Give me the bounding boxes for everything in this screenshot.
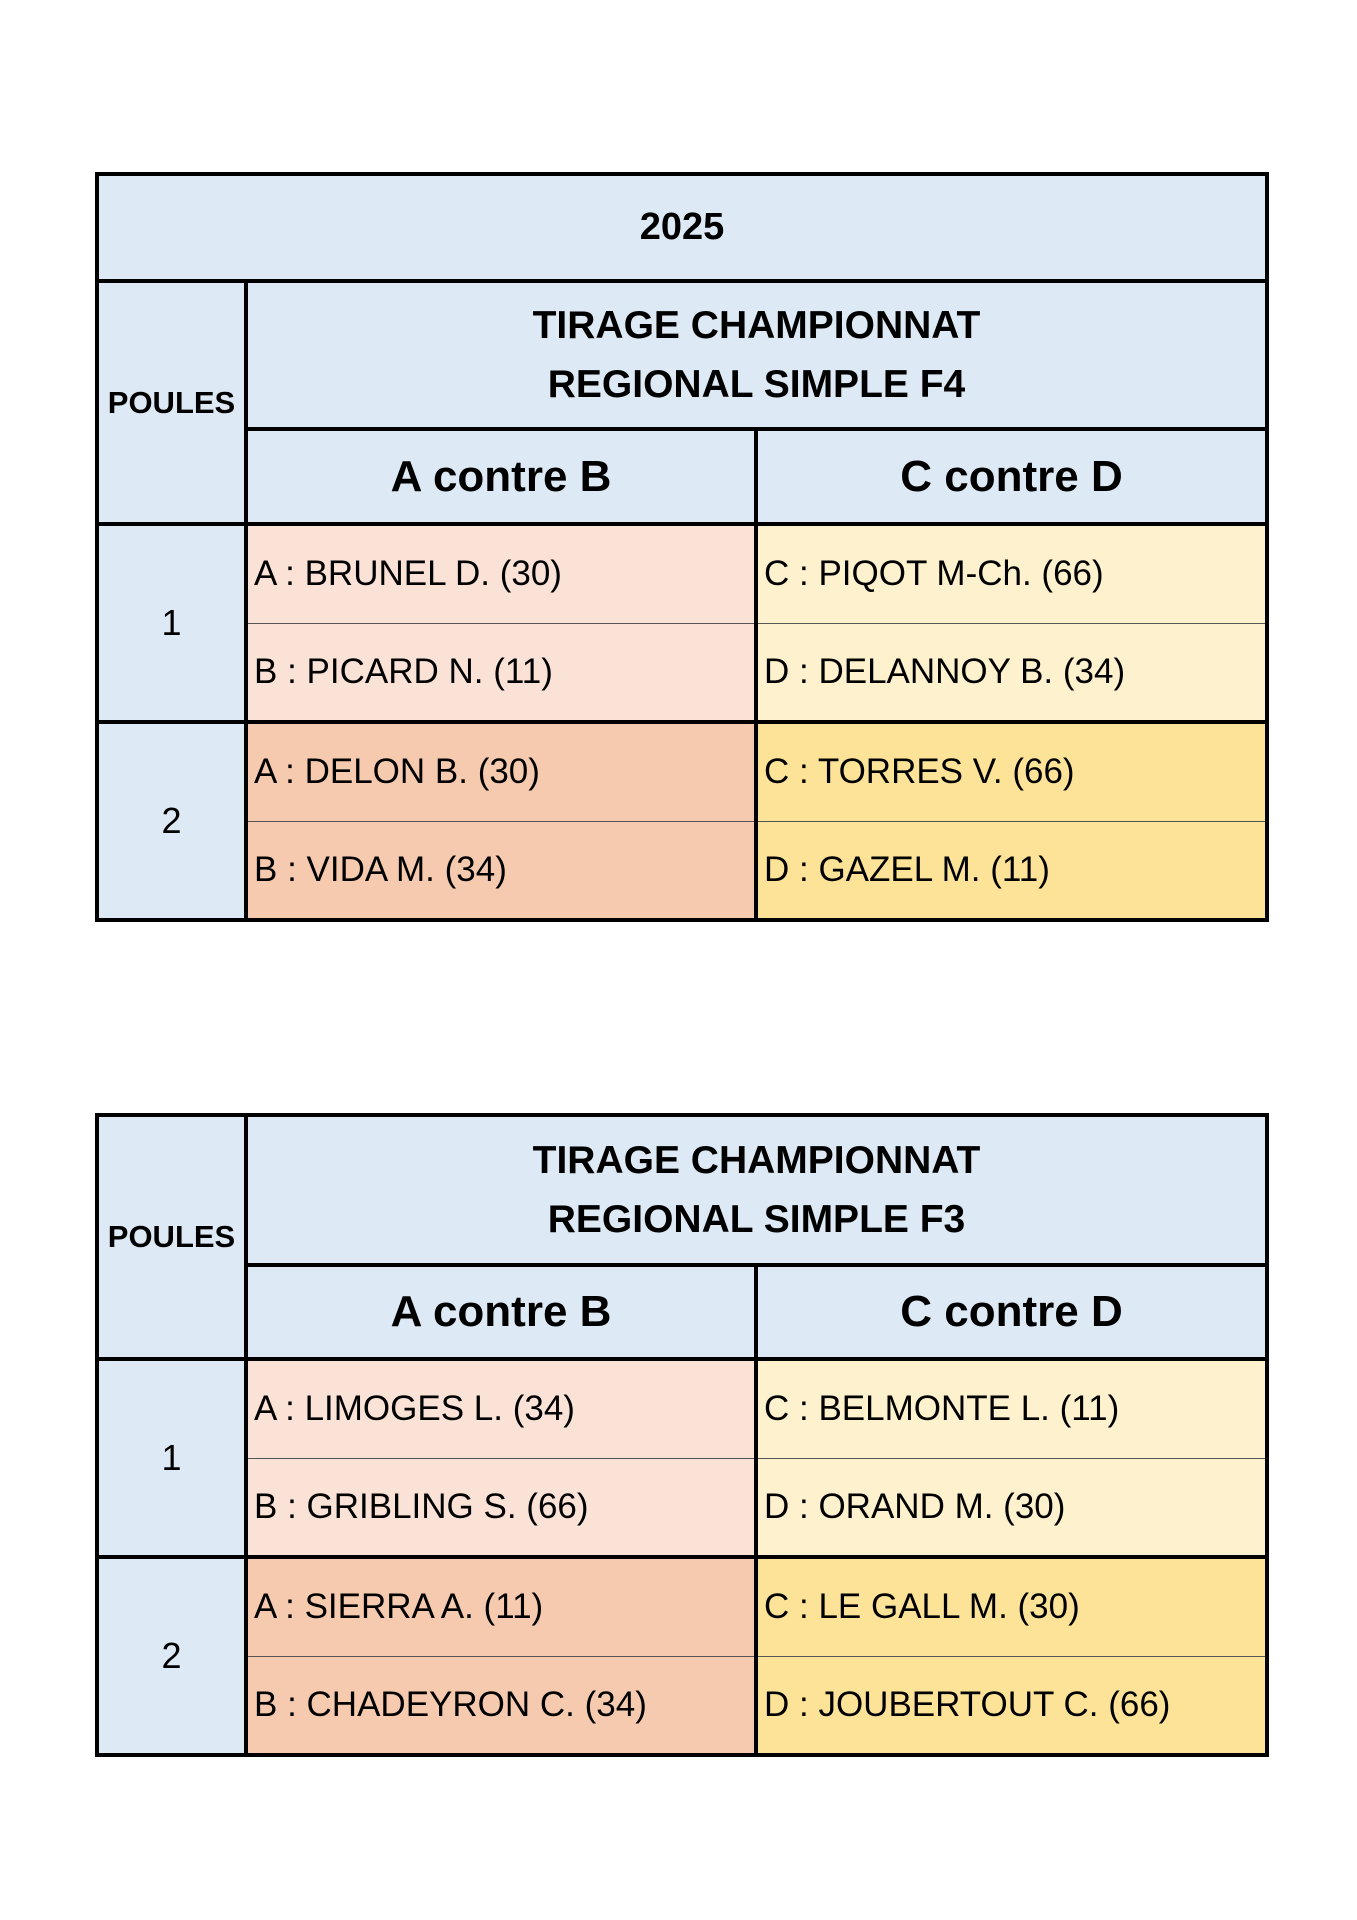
player-cell: A : BRUNEL D. (30): [246, 524, 756, 623]
poule-number: 2: [97, 1557, 246, 1755]
title-line-1: TIRAGE CHAMPIONNAT: [532, 304, 981, 347]
header-a-contre-b: A contre B: [246, 429, 756, 524]
player-cell: B : PICARD N. (11): [246, 623, 756, 722]
championship-title: [246, 1115, 1267, 1265]
championship-title: [246, 281, 1267, 429]
poules-header: POULES: [97, 281, 246, 524]
player-cell: C : TORRES V. (66): [756, 722, 1267, 821]
player-cell: A : SIERRA A. (11): [246, 1557, 756, 1656]
title-line-2: REGIONAL SIMPLE F4: [547, 363, 966, 406]
player-cell: D : DELANNOY B. (34): [756, 623, 1267, 722]
player-cell: C : BELMONTE L. (11): [756, 1359, 1267, 1458]
poules-header: POULES: [97, 1115, 246, 1359]
player-cell: A : LIMOGES L. (34): [246, 1359, 756, 1458]
year-title: 2025: [97, 174, 1267, 281]
player-cell: D : JOUBERTOUT C. (66): [756, 1656, 1267, 1755]
player-cell: D : ORAND M. (30): [756, 1458, 1267, 1557]
poule-number: 1: [97, 524, 246, 722]
player-cell: A : DELON B. (30): [246, 722, 756, 821]
player-cell: C : PIQOT M-Ch. (66): [756, 524, 1267, 623]
player-cell: B : VIDA M. (34): [246, 821, 756, 920]
poule-number: 1: [97, 1359, 246, 1557]
header-a-contre-b: A contre B: [246, 1265, 756, 1359]
player-cell: C : LE GALL M. (30): [756, 1557, 1267, 1656]
player-cell: B : GRIBLING S. (66): [246, 1458, 756, 1557]
player-cell: B : CHADEYRON C. (34): [246, 1656, 756, 1755]
header-c-contre-d: C contre D: [756, 429, 1267, 524]
poule-number: 2: [97, 722, 246, 920]
draw-table-f3: [95, 1113, 1269, 1757]
title-line-1: TIRAGE CHAMPIONNAT: [532, 1139, 981, 1182]
draw-table-f4: [95, 172, 1269, 922]
player-cell: D : GAZEL M. (11): [756, 821, 1267, 920]
title-line-2: REGIONAL SIMPLE F3: [547, 1198, 966, 1241]
header-c-contre-d: C contre D: [756, 1265, 1267, 1359]
